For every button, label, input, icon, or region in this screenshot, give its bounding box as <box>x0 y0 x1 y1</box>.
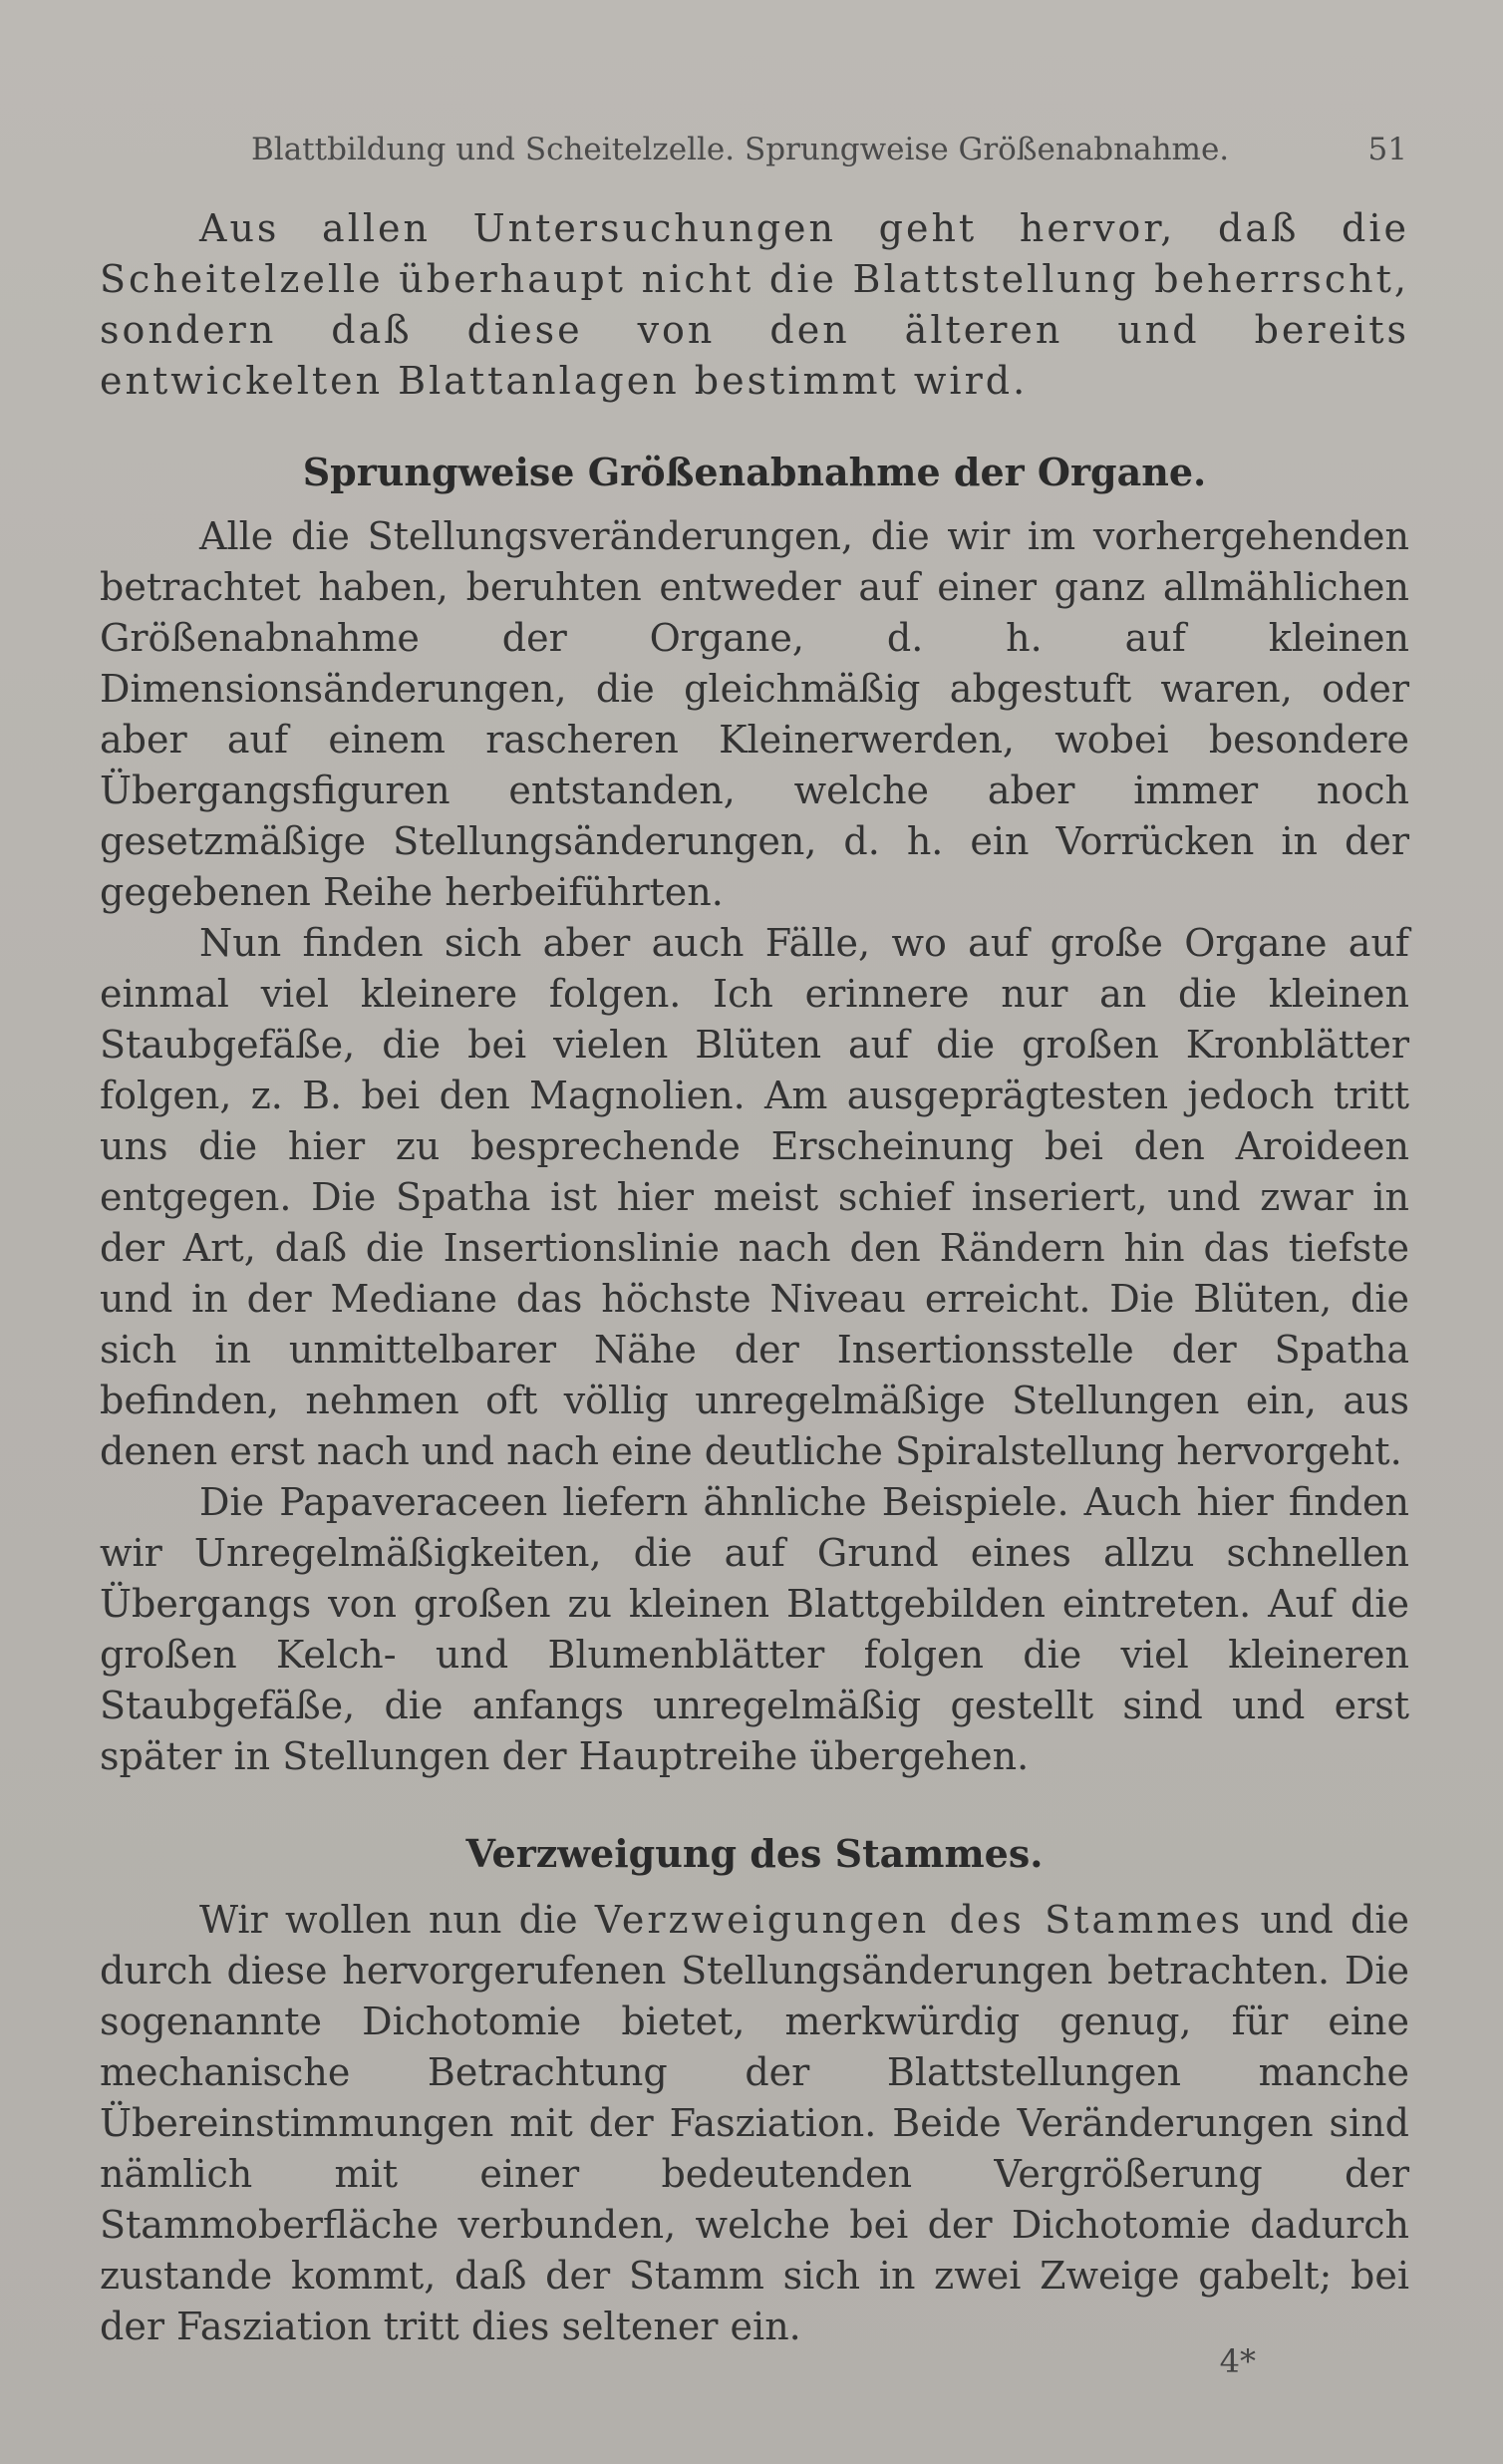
paragraph-2: Alle die Stellungsveränderungen, die wir im vorhergehenden betrachtet haben, beruhten entweder auf einer ganz allmählichen Größenabnahme der Organe, d. h. auf kleinen Dimensionsänderungen, die gleichmäßig abgestuft waren, oder aber auf einem rascheren Kleinerwerden, wobei besondere Übergangsfiguren entstanden, welche aber immer noch gesetzmäßige Stellungsänderungen, d. h. ein Vorrücken in der gegebenen Reihe herbeiführten. <box>100 514 1409 914</box>
paragraph-3: Nun finden sich aber auch Fälle, wo auf große Organe auf einmal viel kleinere folgen. Ich erinnere nur an die kleinen Staubgefäße, die bei vielen Blüten auf die großen Kronblätter folgen, z. B. bei den Magnolien. Am ausgeprägtesten jedoch tritt uns die hier zu besprechende Erscheinung bei den Aroideen entgegen. Die Spatha ist hier meist schief inseriert, und zwar in der Art, daß die Insertionslinie nach den Rändern hin das tiefste und in der Mediane das höchste Niveau erreicht. Die Blüten, die sich in unmittelbarer Nähe der Insertionsstelle der Spatha befinden, nehmen oft völlig unregelmäßige Stellungen ein, aus denen erst nach und nach eine deutliche Spiralstellung hervorgeht. <box>100 921 1409 1473</box>
paragraph-4: Die Papaveraceen liefern ähnliche Beispiele. Auch hier finden wir Unregelmäßigkeiten, die auf Grund eines allzu schnellen Übergangs von großen zu kleinen Blattgebilden eintreten. Auf die großen Kelch- und Blumenblätter folgen die viel kleineren Staubgefäße, die anfangs unregelmäßig gestellt sind und erst später in Stellungen der Hauptreihe übergehen. <box>100 1480 1409 1778</box>
paragraph-5 <box>100 1895 1409 2352</box>
body-text <box>100 203 1409 2352</box>
paragraph-5-rest: und die durch diese hervorgerufenen Stellungsänderungen betrachten. Die sogenannte Dichotomie bietet, merkwürdig genug, für eine mechanische Betrachtung der Blattstellungen manche Übereinstimmungen mit der Fasziation. Beide Veränderungen sind nämlich mit einer bedeutenden Vergrößerung der Stammoberfläche verbunden, welche bei der Dichotomie dadurch zustande kommt, daß der Stamm sich in zwei Zweige gabelt; bei der Fasziation tritt dies seltener ein. <box>100 1898 1409 2348</box>
running-title: Blattbildung und Scheitelzelle. Sprungweise Größenabnahme. <box>251 132 1230 167</box>
paragraph-1: Aus allen Untersuchungen geht hervor, daß die Scheitelzelle überhaupt nicht die Blattstellung beherrscht, sondern daß diese von den älteren und bereits entwickelten Blattanlagen bestimmt wird. <box>100 206 1409 403</box>
paragraph-5-lead: Wir wollen nun die <box>199 1898 595 1942</box>
page-number: 51 <box>1367 132 1407 167</box>
signature-mark: 4* <box>1219 2342 1256 2380</box>
running-head <box>251 126 1407 173</box>
section-heading-verzweigung: Verzweigung des Stammes. <box>465 1831 1044 1876</box>
paragraph-5-emphasis: Verzweigungen des Stammes <box>594 1898 1244 1942</box>
section-heading-sprungweise: Sprungweise Größenabnahme der Organe. <box>302 450 1207 494</box>
